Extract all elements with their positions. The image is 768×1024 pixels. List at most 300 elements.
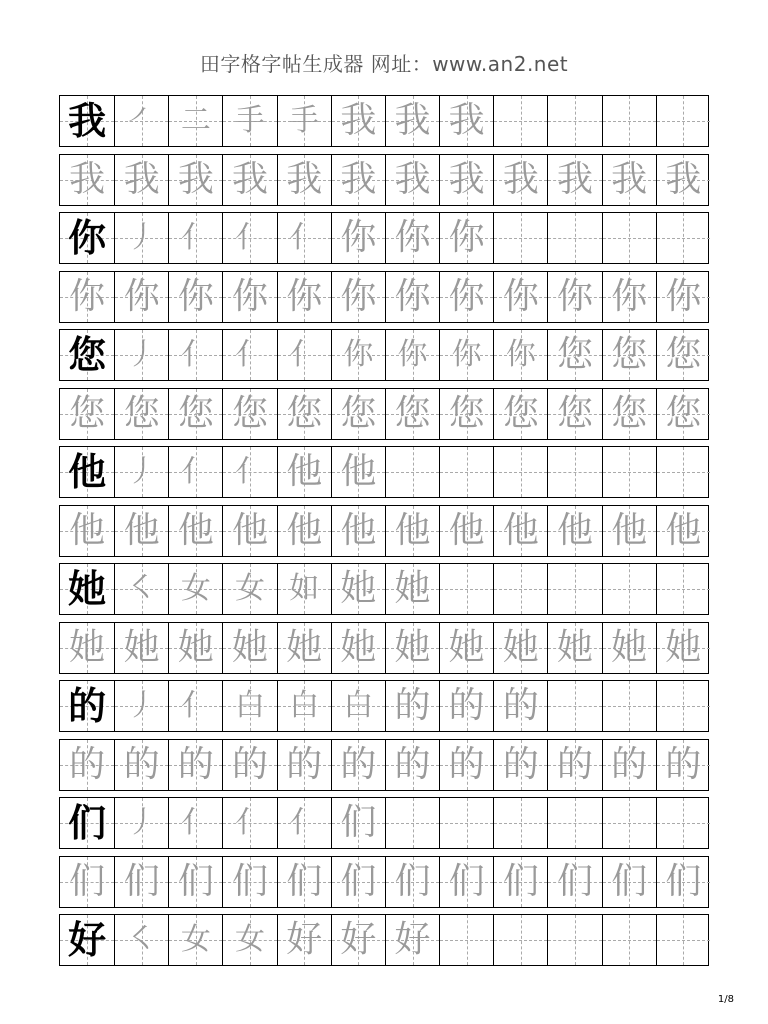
trace-character: 们: [69, 860, 106, 902]
trace-character: 你: [394, 217, 431, 258]
model-character: 们: [68, 800, 107, 845]
trace-character: 您: [448, 392, 485, 434]
model-character: 她: [68, 566, 107, 611]
trace-character: 的: [340, 743, 377, 785]
stroke-step-character: 亻: [235, 454, 266, 489]
grid-cell: [493, 798, 547, 848]
trace-character: 们: [123, 860, 160, 902]
grid-cell: [493, 506, 547, 556]
grid-cell: [439, 623, 493, 673]
grid-cell: [439, 506, 493, 556]
trace-character: 的: [394, 685, 431, 726]
stroke-step-character: 亻: [289, 337, 320, 372]
grid-cell: [656, 564, 710, 614]
grid-cell: [656, 506, 710, 556]
grid-cell: [331, 798, 385, 848]
grid-cell: [385, 798, 439, 848]
grid-cell: [222, 389, 276, 439]
stroke-step-character: 亻: [289, 805, 320, 840]
stroke-step-character: 丿: [126, 454, 157, 489]
grid-cell: [222, 506, 276, 556]
grid-cell: [331, 740, 385, 790]
trace-character: 你: [611, 275, 648, 317]
trace-character: 你: [340, 217, 377, 258]
grid-cell: [222, 564, 276, 614]
stroke-step-character: 你: [451, 337, 482, 372]
grid-cell: [222, 623, 276, 673]
trace-character: 们: [286, 860, 323, 902]
grid-cell: [602, 857, 656, 907]
grid-cell: [114, 681, 168, 731]
grid-cell: [493, 857, 547, 907]
grid-cell: [168, 681, 222, 731]
trace-character: 的: [177, 743, 214, 785]
grid-cell: [547, 740, 601, 790]
trace-character: 你: [556, 275, 593, 317]
grid-cell: [439, 740, 493, 790]
grid-cell: [385, 447, 439, 497]
trace-character: 我: [340, 158, 377, 200]
trace-character: 她: [69, 626, 106, 668]
trace-character: 他: [502, 509, 539, 551]
grid-cell: [168, 96, 222, 146]
trace-character: 你: [286, 275, 323, 317]
grid-cell: [114, 798, 168, 848]
trace-character: 的: [286, 743, 323, 785]
stroke-step-character: 亻: [289, 220, 320, 255]
trace-character: 她: [286, 626, 323, 668]
grid-cell: [493, 740, 547, 790]
trace-character: 她: [340, 626, 377, 668]
trace-character: 她: [340, 568, 377, 609]
grid-cell: [60, 272, 114, 322]
grid-cell: [60, 564, 114, 614]
grid-cell: [168, 213, 222, 263]
grid-cell: [114, 623, 168, 673]
trace-character: 好: [394, 919, 431, 960]
trace-character: 你: [177, 275, 214, 317]
trace-character: 他: [286, 451, 323, 492]
grid-cell: [277, 798, 331, 848]
trace-character: 们: [448, 860, 485, 902]
grid-cell: [168, 447, 222, 497]
grid-cell: [547, 213, 601, 263]
grid-cell: [222, 330, 276, 380]
grid-cell: [222, 798, 276, 848]
trace-character: 他: [611, 509, 648, 551]
stroke-step-character: 白: [289, 688, 320, 723]
trace-row: [59, 388, 709, 440]
trace-character: 她: [665, 626, 702, 668]
trace-character: 她: [611, 626, 648, 668]
trace-character: 们: [340, 860, 377, 902]
trace-character: 您: [556, 392, 593, 434]
trace-character: 你: [232, 275, 269, 317]
grid-cell: [385, 564, 439, 614]
trace-character: 他: [177, 509, 214, 551]
grid-cell: [439, 272, 493, 322]
grid-cell: [168, 330, 222, 380]
grid-cell: [439, 389, 493, 439]
grid-cell: [277, 564, 331, 614]
trace-character: 她: [394, 626, 431, 668]
grid-cell: [493, 447, 547, 497]
grid-cell: [547, 155, 601, 205]
trace-character: 他: [69, 509, 106, 551]
trace-character: 她: [232, 626, 269, 668]
stroke-step-character: ㇛: [126, 571, 157, 606]
grid-cell: [493, 564, 547, 614]
trace-character: 我: [448, 100, 485, 141]
stroke-step-character: 亻: [180, 220, 211, 255]
model-character: 你: [68, 215, 107, 260]
trace-character: 他: [123, 509, 160, 551]
grid-cell: [602, 155, 656, 205]
grid-cell: [222, 213, 276, 263]
grid-cell: [331, 272, 385, 322]
grid-cell: [277, 213, 331, 263]
grid-cell: [168, 272, 222, 322]
trace-character: 的: [502, 743, 539, 785]
page-number: 1/8: [717, 994, 734, 1005]
grid-cell: [602, 272, 656, 322]
trace-character: 我: [611, 158, 648, 200]
grid-cell: [168, 155, 222, 205]
grid-cell: [168, 564, 222, 614]
grid-cell: [656, 915, 710, 965]
grid-cell: [385, 681, 439, 731]
grid-cell: [493, 915, 547, 965]
trace-row: [59, 622, 709, 674]
trace-character: 她: [123, 626, 160, 668]
grid-cell: [60, 681, 114, 731]
grid-cell: [60, 330, 114, 380]
trace-character: 们: [502, 860, 539, 902]
trace-character: 您: [611, 334, 648, 375]
grid-cell: [222, 155, 276, 205]
grid-cell: [114, 213, 168, 263]
grid-cell: [656, 623, 710, 673]
stroke-step-character: 亻: [180, 337, 211, 372]
grid-cell: [114, 857, 168, 907]
grid-cell: [222, 272, 276, 322]
grid-cell: [493, 389, 547, 439]
trace-row: [59, 856, 709, 908]
stroke-step-character: 二: [180, 103, 211, 138]
grid-cell: [602, 798, 656, 848]
grid-cell: [493, 155, 547, 205]
grid-cell: [277, 857, 331, 907]
grid-cell: [114, 272, 168, 322]
trace-row: [59, 739, 709, 791]
stroke-step-character: 亻: [235, 220, 266, 255]
trace-character: 我: [177, 158, 214, 200]
grid-cell: [114, 506, 168, 556]
grid-cell: [439, 447, 493, 497]
grid-cell: [602, 740, 656, 790]
trace-character: 他: [232, 509, 269, 551]
grid-cell: [547, 857, 601, 907]
trace-character: 您: [177, 392, 214, 434]
grid-cell: [547, 389, 601, 439]
grid-cell: [439, 857, 493, 907]
stroke-step-character: 亻: [235, 337, 266, 372]
stroke-step-character: 丿: [126, 337, 157, 372]
grid-cell: [331, 96, 385, 146]
grid-cell: [547, 506, 601, 556]
trace-character: 我: [340, 100, 377, 141]
grid-cell: [277, 272, 331, 322]
stroke-step-character: 手: [289, 103, 320, 138]
stroke-step-character: 亻: [180, 805, 211, 840]
grid-cell: [385, 213, 439, 263]
grid-cell: [439, 681, 493, 731]
trace-character: 他: [665, 509, 702, 551]
stroke-step-character: 丿: [126, 220, 157, 255]
grid-cell: [168, 798, 222, 848]
grid-cell: [547, 447, 601, 497]
grid-cell: [114, 155, 168, 205]
stroke-step-character: 亻: [235, 805, 266, 840]
grid-cell: [656, 740, 710, 790]
stroke-step-character: 丿: [126, 805, 157, 840]
trace-character: 您: [665, 392, 702, 434]
trace-character: 我: [665, 158, 702, 200]
trace-character: 我: [69, 158, 106, 200]
grid-cell: [222, 681, 276, 731]
grid-cell: [60, 213, 114, 263]
trace-character: 她: [394, 568, 431, 609]
grid-cell: [277, 915, 331, 965]
grid-cell: [547, 272, 601, 322]
trace-character: 我: [286, 158, 323, 200]
trace-character: 你: [123, 275, 160, 317]
grid-cell: [331, 506, 385, 556]
grid-cell: [493, 681, 547, 731]
grid-cell: [602, 213, 656, 263]
grid-cell: [385, 96, 439, 146]
grid-cell: [277, 506, 331, 556]
grid-cell: [277, 681, 331, 731]
stroke-step-character: 女: [235, 571, 266, 606]
grid-cell: [114, 564, 168, 614]
grid-cell: [493, 330, 547, 380]
trace-character: 你: [448, 217, 485, 258]
grid-cell: [277, 96, 331, 146]
grid-cell: [385, 155, 439, 205]
grid-cell: [331, 857, 385, 907]
grid-cell: [385, 389, 439, 439]
grid-cell: [493, 213, 547, 263]
grid-cell: [222, 857, 276, 907]
grid-cell: [60, 798, 114, 848]
grid-cell: [277, 623, 331, 673]
trace-character: 的: [502, 685, 539, 726]
stroke-order-row: [59, 680, 709, 732]
grid-cell: [60, 506, 114, 556]
grid-cell: [385, 506, 439, 556]
stroke-step-character: 女: [180, 922, 211, 957]
trace-character: 您: [232, 392, 269, 434]
stroke-step-character: 亻: [180, 454, 211, 489]
grid-cell: [439, 213, 493, 263]
trace-character: 们: [177, 860, 214, 902]
stroke-step-character: 丿: [126, 688, 157, 723]
trace-character: 你: [69, 275, 106, 317]
grid-cell: [331, 155, 385, 205]
grid-cell: [547, 623, 601, 673]
stroke-step-character: 女: [235, 922, 266, 957]
trace-character: 你: [502, 275, 539, 317]
grid-cell: [602, 506, 656, 556]
trace-character: 的: [448, 685, 485, 726]
grid-cell: [547, 915, 601, 965]
trace-character: 我: [394, 100, 431, 141]
trace-character: 您: [665, 334, 702, 375]
stroke-order-row: [59, 797, 709, 849]
trace-character: 们: [611, 860, 648, 902]
trace-character: 我: [394, 158, 431, 200]
grid-cell: [656, 857, 710, 907]
grid-cell: [602, 389, 656, 439]
grid-cell: [385, 740, 439, 790]
trace-character: 的: [448, 743, 485, 785]
grid-cell: [60, 389, 114, 439]
trace-character: 她: [448, 626, 485, 668]
trace-character: 您: [502, 392, 539, 434]
grid-cell: [331, 623, 385, 673]
trace-character: 你: [340, 275, 377, 317]
grid-cell: [439, 798, 493, 848]
grid-cell: [60, 155, 114, 205]
grid-cell: [547, 96, 601, 146]
grid-cell: [331, 330, 385, 380]
grid-cell: [60, 447, 114, 497]
stroke-order-row: [59, 329, 709, 381]
grid-cell: [114, 447, 168, 497]
trace-character: 他: [394, 509, 431, 551]
page-header-title: 田字格字帖生成器 网址：www.an2.net: [199, 52, 569, 76]
grid-cell: [439, 330, 493, 380]
grid-cell: [656, 213, 710, 263]
grid-cell: [168, 506, 222, 556]
model-character: 我: [68, 98, 107, 143]
trace-character: 您: [340, 392, 377, 434]
grid-cell: [439, 155, 493, 205]
grid-cell: [602, 447, 656, 497]
trace-character: 我: [502, 158, 539, 200]
model-character: 您: [68, 332, 107, 377]
trace-character: 您: [286, 392, 323, 434]
stroke-order-row: [59, 212, 709, 264]
grid-cell: [602, 96, 656, 146]
trace-character: 好: [286, 919, 323, 960]
grid-cell: [168, 623, 222, 673]
grid-cell: [656, 330, 710, 380]
grid-cell: [547, 564, 601, 614]
grid-cell: [656, 272, 710, 322]
grid-cell: [114, 96, 168, 146]
grid-cell: [385, 330, 439, 380]
grid-cell: [168, 740, 222, 790]
trace-character: 您: [556, 334, 593, 375]
trace-row: [59, 271, 709, 323]
stroke-step-character: ㇒: [126, 103, 157, 138]
grid-cell: [331, 213, 385, 263]
grid-cell: [602, 915, 656, 965]
trace-character: 你: [394, 275, 431, 317]
trace-character: 的: [123, 743, 160, 785]
grid-cell: [439, 96, 493, 146]
grid-cell: [602, 330, 656, 380]
trace-character: 您: [394, 392, 431, 434]
stroke-order-row: [59, 914, 709, 966]
trace-character: 你: [665, 275, 702, 317]
grid-cell: [60, 915, 114, 965]
grid-cell: [602, 681, 656, 731]
grid-cell: [168, 857, 222, 907]
grid-cell: [493, 272, 547, 322]
grid-cell: [60, 623, 114, 673]
grid-cell: [222, 447, 276, 497]
grid-cell: [385, 272, 439, 322]
grid-cell: [656, 798, 710, 848]
grid-cell: [331, 915, 385, 965]
trace-character: 他: [448, 509, 485, 551]
grid-cell: [222, 96, 276, 146]
trace-character: 的: [665, 743, 702, 785]
trace-character: 您: [611, 392, 648, 434]
trace-character: 她: [177, 626, 214, 668]
grid-cell: [493, 96, 547, 146]
stroke-step-character: 女: [180, 571, 211, 606]
trace-character: 的: [69, 743, 106, 785]
trace-character: 您: [69, 392, 106, 434]
trace-character: 我: [448, 158, 485, 200]
grid-cell: [656, 155, 710, 205]
grid-cell: [656, 96, 710, 146]
stroke-step-character: 白: [343, 688, 374, 723]
grid-cell: [547, 681, 601, 731]
grid-cell: [60, 857, 114, 907]
grid-cell: [331, 681, 385, 731]
trace-character: 他: [340, 509, 377, 551]
trace-character: 他: [556, 509, 593, 551]
grid-cell: [277, 330, 331, 380]
grid-cell: [385, 915, 439, 965]
grid-cell: [222, 740, 276, 790]
stroke-step-character: 你: [397, 337, 428, 372]
grid-cell: [222, 915, 276, 965]
grid-cell: [656, 389, 710, 439]
grid-cell: [602, 564, 656, 614]
grid-cell: [331, 389, 385, 439]
grid-cell: [602, 623, 656, 673]
stroke-step-character: 你: [505, 337, 536, 372]
trace-character: 们: [665, 860, 702, 902]
trace-character: 他: [340, 451, 377, 492]
stroke-step-character: 手: [235, 103, 266, 138]
grid-cell: [277, 447, 331, 497]
trace-character: 我: [556, 158, 593, 200]
grid-cell: [547, 330, 601, 380]
trace-character: 的: [611, 743, 648, 785]
trace-character: 您: [123, 392, 160, 434]
trace-character: 们: [556, 860, 593, 902]
grid-cell: [493, 623, 547, 673]
trace-character: 们: [340, 802, 377, 843]
grid-cell: [114, 330, 168, 380]
